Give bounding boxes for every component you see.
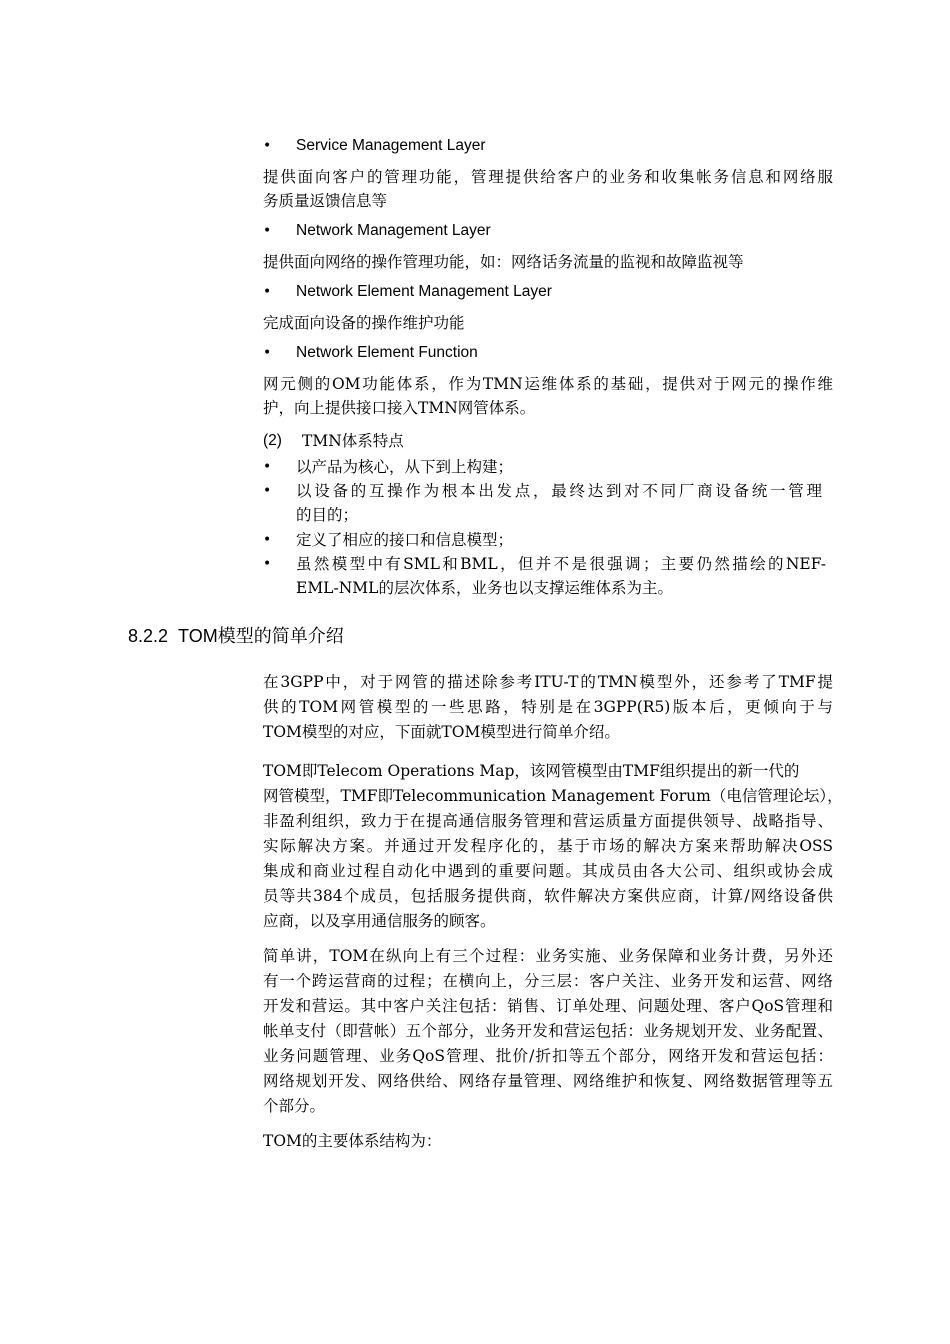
feature-item-line: EML-NML的层次体系，业务也以支撑运维体系为主。 xyxy=(296,579,673,597)
paragraph-line: 集成和商业过程自动化中遇到的重要问题。其成员由各大公司、组织或协会成 xyxy=(263,862,833,880)
paragraph-line: 网管模型，TMF即Telecommunication Management Forum（电信管理论坛）， xyxy=(263,787,843,805)
element-function-desc-line: 网元侧的OM功能体系，作为TMN运维体系的基础，提供对于网元的操作维 xyxy=(263,375,833,393)
paragraph-line: 帐单支付（即营帐）五个部分，业务开发和营运包括：业务规划开发、业务配置、 xyxy=(263,1022,833,1040)
network-layer-desc-line: 提供面向网络的操作管理功能，如：网络话务流量的监视和故障监视等 xyxy=(263,253,744,271)
paragraph-line: TOM的主要体系结构为： xyxy=(263,1132,442,1150)
paragraph-line: 实际解决方案。并通过开发程序化的，基于市场的解决方案来帮助解决OSS xyxy=(263,837,833,855)
paragraph-line: 供的TOM网管模型的一些思路，特别是在3GPP(R5)版本后，更倾向于与 xyxy=(263,698,833,716)
bullet-marker: • xyxy=(263,459,272,475)
section-title: TOM模型的简单介绍 xyxy=(178,626,344,646)
subsection-title: TMN体系特点 xyxy=(302,432,404,450)
paragraph-line: TOM模型的对应，下面就TOM模型进行简单介绍。 xyxy=(263,723,620,741)
feature-item-line: 虽然模型中有SML和BML，但并不是很强调；主要仍然描绘的NEF- xyxy=(296,555,826,573)
service-layer-desc-line: 提供面向客户的管理功能，管理提供给客户的业务和收集帐务信息和网络服 xyxy=(263,168,833,186)
paragraph-line: 业务问题管理、业务QoS管理、批价/折扣等五个部分，网络开发和营运包括： xyxy=(263,1047,833,1065)
section-number: 8.2.2 xyxy=(128,626,169,646)
service-layer-title: Service Management Layer xyxy=(296,137,486,154)
paragraph-line: 个部分。 xyxy=(263,1097,326,1115)
service-layer-desc-line: 务质量返馈信息等 xyxy=(263,192,388,210)
feature-item-line: 以设备的互操作为根本出发点，最终达到对不同厂商设备统一管理 xyxy=(296,482,822,500)
paragraph-line: 员等共384个成员，包括服务提供商，软件解决方案供应商，计算/网络设备供 xyxy=(263,887,833,905)
bullet-marker: • xyxy=(263,138,272,154)
feature-item-line: 的目的； xyxy=(296,506,359,524)
bullet-marker: • xyxy=(263,284,272,300)
bullet-marker: • xyxy=(263,345,272,361)
element-function-title: Network Element Function xyxy=(296,344,478,361)
bullet-marker: • xyxy=(263,483,272,499)
paragraph-line: TOM即Telecom Operations Map，该网管模型由TMF组织提出的新一代的 xyxy=(263,762,800,780)
paragraph-line: 简单讲，TOM在纵向上有三个过程：业务实施、业务保障和业务计费，另外还 xyxy=(263,947,833,965)
section-heading xyxy=(128,623,344,649)
subsection-number: (2) xyxy=(263,432,282,449)
element-function-desc-line: 护，向上提供接口接入TMN网管体系。 xyxy=(263,399,536,417)
element-layer-title: Network Element Management Layer xyxy=(296,283,552,300)
bullet-marker: • xyxy=(263,532,272,548)
feature-item-line: 定义了相应的接口和信息模型； xyxy=(296,531,514,549)
paragraph-line: 有一个跨运营商的过程；在横向上，分三层：客户关注、业务开发和运营、网络 xyxy=(263,972,833,990)
paragraph-line: 网络规划开发、网络供给、网络存量管理、网络维护和恢复、网络数据管理等五 xyxy=(263,1072,833,1090)
paragraph-line: 应商，以及享用通信服务的顾客。 xyxy=(263,912,496,930)
network-layer-title: Network Management Layer xyxy=(296,222,491,239)
paragraph-line: 在3GPP中，对于网管的描述除参考ITU-T的TMN模型外，还参考了TMF提 xyxy=(263,673,833,691)
paragraph-line: 开发和营运。其中客户关注包括：销售、订单处理、问题处理、客户QoS管理和 xyxy=(263,997,833,1015)
bullet-marker: • xyxy=(263,556,272,572)
element-layer-desc-line: 完成面向设备的操作维护功能 xyxy=(263,314,465,332)
paragraph-line: 非盈利组织，致力于在提高通信服务管理和营运质量方面提供领导、战略指导、 xyxy=(263,812,833,830)
bullet-marker: • xyxy=(263,223,272,239)
feature-item-line: 以产品为核心，从下到上构建； xyxy=(296,458,514,476)
